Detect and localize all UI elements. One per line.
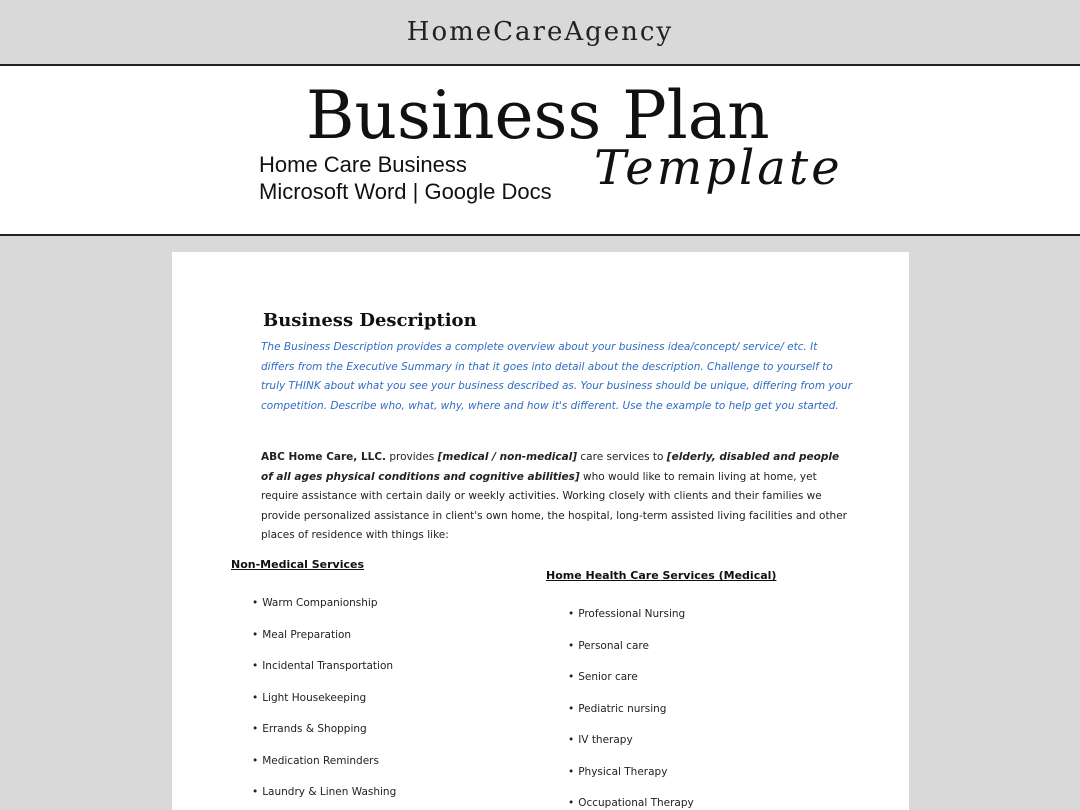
- list-item: • Laundry & Linen Washing: [252, 786, 396, 810]
- top-bar: [0, 0, 1080, 64]
- banner-script-word: Template: [594, 140, 843, 196]
- document-heading: Business Description: [263, 310, 477, 331]
- list-item: • Personal care: [568, 640, 694, 672]
- list-item: • Occupational Therapy: [568, 797, 694, 810]
- banner-title: Business Plan: [306, 77, 770, 154]
- banner-subtitle-line2: Microsoft Word | Google Docs: [259, 179, 552, 204]
- guidance-paragraph: The Business Description provides a complete overview about your business idea/concept/ service/ etc. It differs from the Executive Summary in that it goes into detail about the description. Challenge to yourself to truly THINK about what you see your business described as. Your business should be unique, differing from your competition. Describe who, what, why, where and how it's different. Use the example to help get you started.: [261, 341, 853, 412]
- non-medical-heading: Non-Medical Services: [231, 558, 365, 571]
- body-text-2: care services to: [577, 451, 667, 463]
- list-item: • Meal Preparation: [252, 629, 396, 661]
- title-banner: [0, 64, 1080, 236]
- list-item: • Medication Reminders: [252, 755, 396, 787]
- banner-subtitle-line1: Home Care Business: [259, 152, 467, 177]
- list-item: • Incidental Transportation: [252, 660, 396, 692]
- list-item: • Pediatric nursing: [568, 703, 694, 735]
- care-type: [medical / non-medical]: [437, 451, 578, 463]
- list-item: • Professional Nursing: [568, 608, 694, 640]
- body-text-3: who would like to remain living at home, yet require assistance with certain daily or weekly activities. Working closely with clients and their families we provide personalized assistance in client's own home, the hospital, long-term assisted living facilities and other places of residence with things like:: [261, 470, 847, 541]
- list-item: • Physical Therapy: [568, 766, 694, 798]
- list-item: • Light Housekeeping: [252, 692, 396, 724]
- medical-list: [568, 608, 694, 810]
- list-item: • Senior care: [568, 671, 694, 703]
- body-text-1: provides: [386, 451, 438, 463]
- body-paragraph: [261, 448, 853, 546]
- medical-heading: Home Health Care Services (Medical): [546, 569, 777, 582]
- list-item: • Warm Companionship: [252, 597, 396, 629]
- list-item: • IV therapy: [568, 734, 694, 766]
- non-medical-list: [252, 597, 396, 810]
- list-item: • Errands & Shopping: [252, 723, 396, 755]
- brand-name: HomeCareAgency: [406, 17, 674, 47]
- company-name: ABC Home Care, LLC.: [261, 451, 387, 463]
- document-page: [172, 252, 909, 810]
- audience: [elderly, disabled and people of all ages physical conditions and cognitive abilities]: [261, 451, 840, 483]
